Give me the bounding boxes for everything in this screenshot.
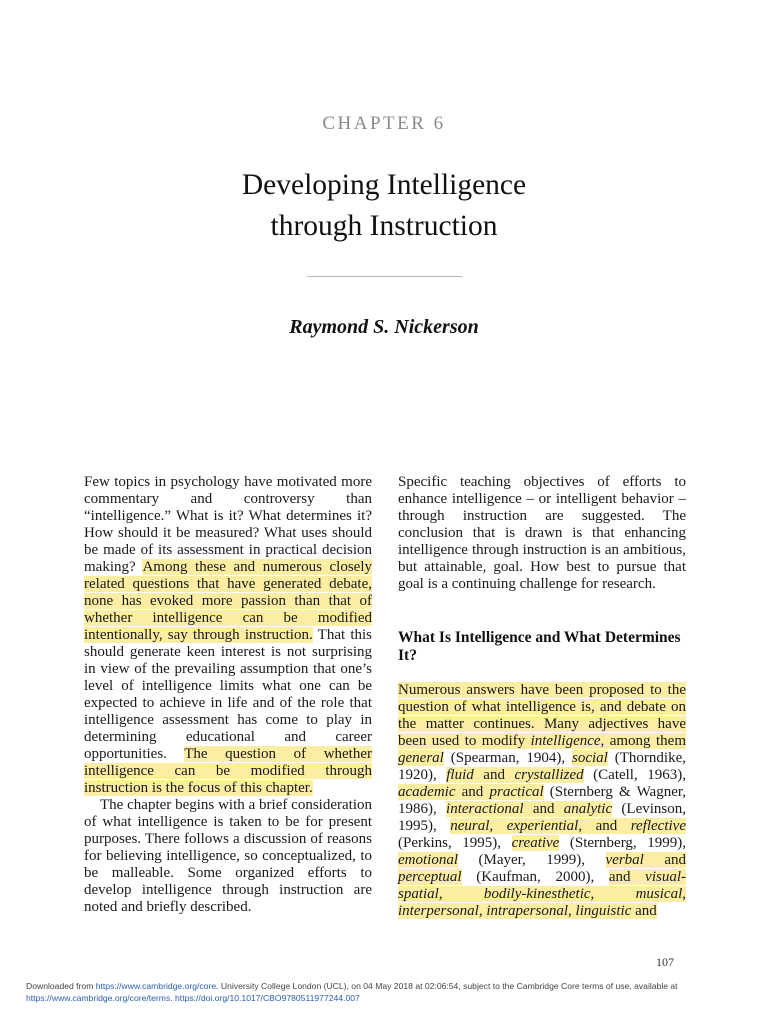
citation: (Levinson, 1995),: [398, 801, 686, 834]
term: bodily-kinesthetic: [483, 886, 591, 902]
text-span: ,: [478, 903, 487, 919]
footer-text: . University College London (UCL), on 04 May 2018 at 02:06:54, subject to the Cambridge Core terms of use, available at: [216, 981, 678, 991]
text-span: and: [455, 784, 490, 800]
download-footer: [26, 980, 746, 1004]
text-span: , and: [578, 818, 631, 834]
title-divider: [307, 276, 462, 277]
text-span: ,: [568, 903, 576, 919]
text-span: , among them: [600, 733, 686, 749]
term: analytic: [563, 801, 613, 817]
term: emotional: [398, 852, 458, 868]
term: crystallized: [514, 767, 584, 783]
text-span: That this should generate keen interest is not surprising in view of the prevailing assumption that one’s level of intelligence limits what one can be expected to achieve in life and of the role that intelligence assessment has come to play in determining educational and career opportunities.: [84, 627, 372, 762]
citation: (Thorndike, 1920),: [398, 750, 686, 783]
page-number: 107: [656, 955, 674, 969]
footer-text: .: [170, 993, 176, 1003]
title-line-1: Developing Intelligence: [241, 169, 527, 201]
author-name: Raymond S. Nickerson: [289, 316, 479, 338]
citation: (Perkins, 1995),: [398, 835, 512, 851]
text-span: and: [523, 801, 564, 817]
term: interpersonal: [398, 903, 479, 919]
text-span: and: [608, 869, 646, 885]
highlighted-text: The question of whether intelligence can be modified through instruction is the focus of this chapter.: [84, 746, 372, 796]
citation: (Sternberg & Wagner, 1986),: [398, 784, 686, 817]
paragraph-definitions: [398, 682, 686, 920]
highlighted-text: [446, 801, 612, 817]
term: creative: [511, 835, 560, 851]
text-span: Numerous answers have been proposed to the question of what intelligence is, and debate on the matter continues. Many adjectives have been used to modify: [398, 682, 686, 749]
chapter-label: CHAPTER 6: [322, 113, 446, 134]
text-span: and: [643, 852, 686, 868]
term: fluid: [446, 767, 474, 783]
text-span: Few topics in psychology have motivated more commentary and controversy than “intelligence.” What is it? What determines it? How should it be measured? What uses should be made of its assessment in practical decision making?: [84, 474, 372, 575]
text-span: ,: [489, 818, 507, 834]
text-span: ,: [438, 886, 484, 902]
title-line-2: through Instruction: [270, 210, 498, 242]
term: interactional: [446, 801, 524, 817]
paragraph-overview: The chapter begins with a brief consideration of what intelligence is taken to be for present purposes. There follows a discussion of reasons for believing intelligence, so conceptualized, to be malleable. Some organized efforts to develop intelligence through instruction are noted and briefly described.: [84, 797, 372, 915]
term: intelligence: [530, 733, 601, 749]
term: general: [398, 750, 444, 766]
core-link[interactable]: https://www.cambridge.org/core: [95, 981, 217, 991]
text-span: ,: [682, 886, 686, 902]
term: verbal: [605, 852, 644, 868]
citation: (Sternberg, 1999),: [559, 835, 686, 851]
highlighted-text: Among these and numerous closely related questions that have generated debate, none has evoked more passion than that of whether intelligence can be modified intentionally, say through instruction.: [84, 559, 372, 643]
term: neural: [450, 818, 490, 834]
chapter-title: [0, 165, 768, 247]
footer-text: Downloaded from: [26, 981, 96, 991]
citation: (Spearman, 1904),: [443, 750, 573, 766]
citation: (Catell, 1963),: [583, 767, 686, 783]
term: social: [572, 750, 608, 766]
term: academic: [398, 784, 456, 800]
term: practical: [489, 784, 544, 800]
highlighted-text: [398, 784, 544, 800]
term: linguistic: [575, 903, 632, 919]
citation: (Mayer, 1999),: [458, 852, 606, 868]
section-heading: What Is Intelligence and What Determines It?: [398, 629, 681, 664]
highlighted-text: [446, 767, 583, 783]
term: perceptual: [398, 869, 462, 885]
right-column: [398, 474, 686, 920]
paragraph-intro: [84, 474, 372, 797]
terms-link[interactable]: https://www.cambridge.org/core/terms: [26, 993, 171, 1003]
term: intrapersonal: [486, 903, 569, 919]
highlighted-text: [450, 818, 686, 834]
citation: (Kaufman, 2000),: [461, 869, 609, 885]
text-span: and: [473, 767, 515, 783]
term: visual-spatial: [398, 869, 686, 902]
text-span: and: [631, 903, 657, 919]
term: musical: [635, 886, 683, 902]
left-column: [84, 474, 372, 916]
term: experiential: [506, 818, 579, 834]
paragraph-objectives: Specific teaching objectives of efforts to enhance intelligence – or intelligent behavior – through instruction are suggested. The conclusion that is drawn is that enhancing intelligence through instruction is an ambitious, but attainable, goal. How best to pursue that goal is a continuing challenge for research.: [398, 474, 686, 592]
term: reflective: [630, 818, 686, 834]
doi-link[interactable]: https://doi.org/10.1017/CBO9780511977244.007: [175, 993, 360, 1003]
text-span: ,: [590, 886, 636, 902]
